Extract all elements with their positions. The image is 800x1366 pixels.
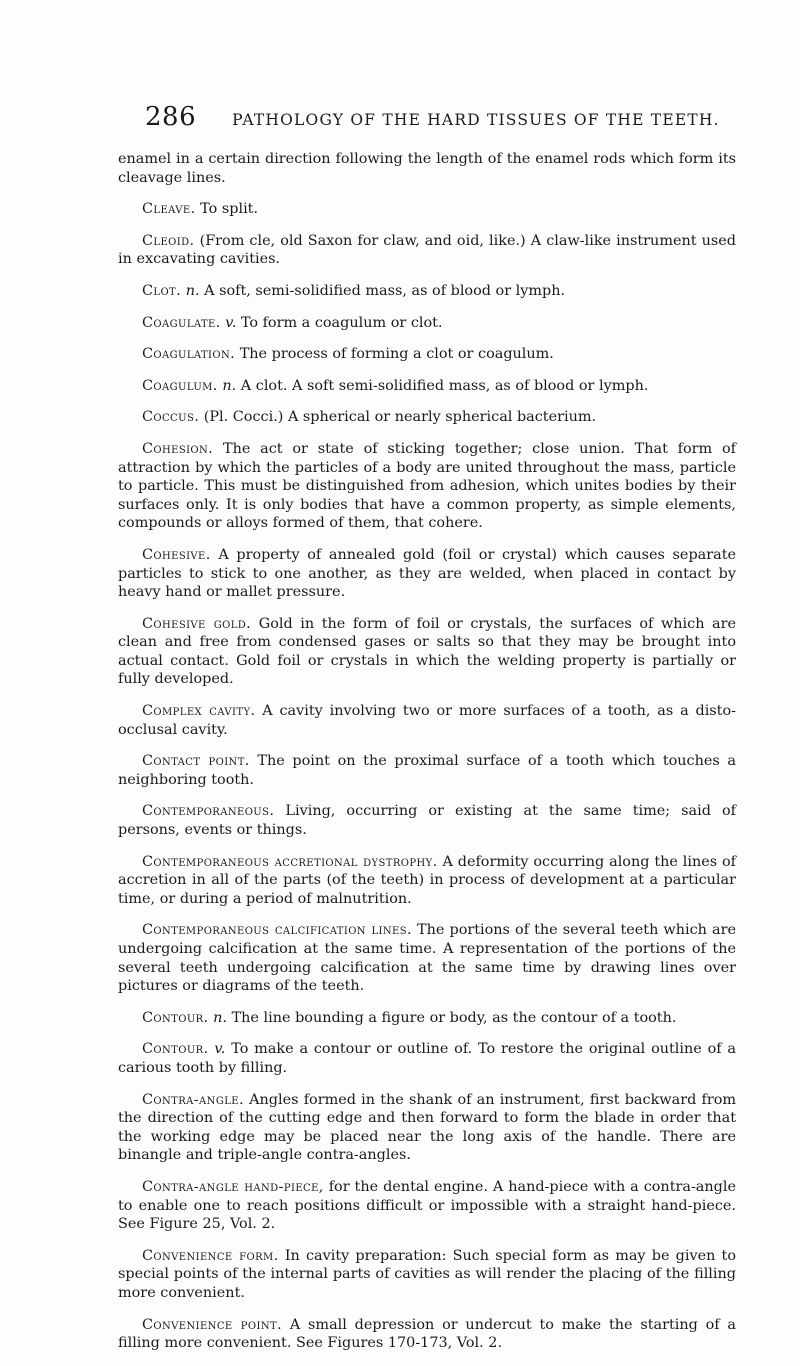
entry-definition: To split. [200, 201, 259, 218]
glossary-entry [118, 1316, 736, 1353]
entry-term: Cohesion. [142, 440, 214, 457]
glossary-entries [118, 200, 736, 1353]
glossary-entry [118, 615, 736, 689]
entry-definition: A property of annealed gold (foil or crystal) which causes separate particles to stick to one another, as they are welded, when placed in contact by heavy hand or mallet pressure. [118, 546, 736, 601]
entry-term: Contemporaneous accretional dystrophy. [142, 853, 438, 870]
entry-definition: The portions of the several teeth which are undergoing calcification at the same time. A representation of the portions of the several teeth undergoing calcification at the same time by drawing lines over pictures or diagrams of the teeth. [118, 922, 736, 995]
entry-part-of-speech: n. [222, 377, 237, 394]
entry-term: Convenience form. [142, 1247, 279, 1264]
entry-definition: (From cle, old Saxon for claw, and oid, like.) A claw-like instrument used in excavating cavities. [118, 232, 736, 268]
entry-definition: A deformity occurring along the lines of accretion in all of the parts (of the teeth) in process of development at a particular time, or during a period of malnutrition. [118, 853, 736, 907]
entry-term: Complex cavity. [142, 703, 256, 720]
glossary-entry [118, 1091, 736, 1165]
entry-term: Coccus. [142, 409, 200, 426]
glossary-body [118, 150, 736, 1366]
entry-term: Cohesive. [142, 546, 211, 563]
glossary-entry [118, 282, 736, 301]
entry-term: Contour. [142, 1009, 209, 1026]
entry-definition: In cavity preparation: Such special form as may be given to special points of the internal parts of cavities as will render the placing of the filling more convenient. [118, 1247, 736, 1301]
page-header [145, 102, 725, 132]
entry-definition: Living, occurring or existing at the same time; said of persons, events or things. [118, 803, 736, 839]
glossary-entry [118, 1009, 736, 1028]
glossary-entry [118, 377, 736, 396]
entry-term: Clot. [142, 282, 182, 299]
entry-definition: A cavity involving two or more surfaces of a tooth, as a disto-occlusal cavity. [118, 703, 736, 738]
entry-part-of-speech: v. [214, 1041, 226, 1058]
entry-part-of-speech: v. [225, 314, 237, 331]
glossary-entry [118, 1040, 736, 1077]
entry-term: Coagulate. [142, 314, 221, 331]
entry-definition: (Pl. Cocci.) A spherical or nearly spherical bacterium. [203, 409, 597, 426]
entry-term: Cleave. [142, 201, 196, 218]
entry-definition: Gold in the form of foil or crystals, the surfaces of which are clean and free from condensed gases or salts so that they may be brought into actual contact. Gold foil or crystals in which the welding property is partially or fully developed. [118, 615, 736, 688]
entry-definition: A clot. A soft semi-solidified mass, as of blood or lymph. [240, 377, 649, 394]
glossary-entry [118, 802, 736, 839]
entry-term: Cohesive gold. [142, 615, 252, 632]
entry-term: Coagulum. [142, 377, 218, 394]
running-title: PATHOLOGY OF THE HARD TISSUES OF THE TEETH. [232, 111, 720, 129]
entry-definition: for the dental engine. A hand-piece with a contra-angle to enable one to reach positions difficult or impossible with a straight hand-piece. See Figure 25, Vol. 2. [118, 1178, 736, 1233]
glossary-entry [118, 200, 736, 219]
entry-definition: A soft, semi-solidified mass, as of blood or lymph. [204, 282, 566, 299]
entry-term: Contemporaneous. [142, 803, 275, 820]
entry-term: Contact point. [142, 753, 250, 770]
entry-term: Contra-angle hand-piece, [142, 1178, 324, 1195]
glossary-entry [118, 232, 736, 269]
entry-definition: The point on the proximal surface of a tooth which touches a neighboring tooth. [118, 753, 737, 788]
page-number: 286 [145, 102, 197, 132]
glossary-entry [118, 546, 736, 602]
glossary-entry [118, 921, 736, 995]
entry-term: Contour. [142, 1041, 209, 1058]
glossary-entry [118, 408, 736, 427]
glossary-entry [118, 853, 736, 909]
entry-part-of-speech: n. [185, 282, 200, 299]
glossary-entry [118, 345, 736, 364]
entry-term: Contra-angle. [142, 1091, 244, 1108]
glossary-entry [118, 702, 736, 739]
glossary-entry [118, 314, 736, 333]
entry-term: Coagulation. [142, 346, 236, 363]
glossary-entry [118, 752, 736, 789]
entry-definition: Angles formed in the shank of an instrument, first backward from the direction of the cutting edge and then forward to form the blade in order that the working edge may be placed near the long axis of the handle. There are binangle and triple-angle contra-angles. [118, 1091, 737, 1164]
glossary-entry [118, 1178, 736, 1234]
entry-definition: The process of forming a clot or coagulum. [239, 346, 554, 363]
glossary-entry [118, 1247, 736, 1303]
entry-definition: A small depression or undercut to make the starting of a filling more convenient. See Figures 170-173, Vol. 2. [118, 1316, 737, 1352]
entry-definition: The act or state of sticking together; close union. That form of attraction by which the particles of a body are united throughout the mass, particle to particle. This must be distinguished from adhesion, which unites bodies by their surfaces only. It is only bodies that have a common property, as simple elements, compounds or alloys formed of them, that cohere. [118, 440, 736, 532]
entry-definition: To make a contour or outline of. To restore the original outline of a carious tooth by filling. [118, 1041, 736, 1076]
entry-term: Contemporaneous calcification lines. [142, 922, 412, 939]
continuation-paragraph: enamel in a certain direction following the length of the enamel rods which form its cleavage lines. [118, 151, 736, 186]
glossary-entry [118, 440, 736, 533]
entry-term: Cleoid. [142, 232, 195, 249]
entry-term: Convenience point. [142, 1316, 283, 1333]
entry-part-of-speech: n. [213, 1009, 227, 1026]
entry-definition: To form a coagulum or clot. [240, 314, 443, 331]
entry-definition: The line bounding a figure or body, as the contour of a tooth. [231, 1009, 677, 1026]
